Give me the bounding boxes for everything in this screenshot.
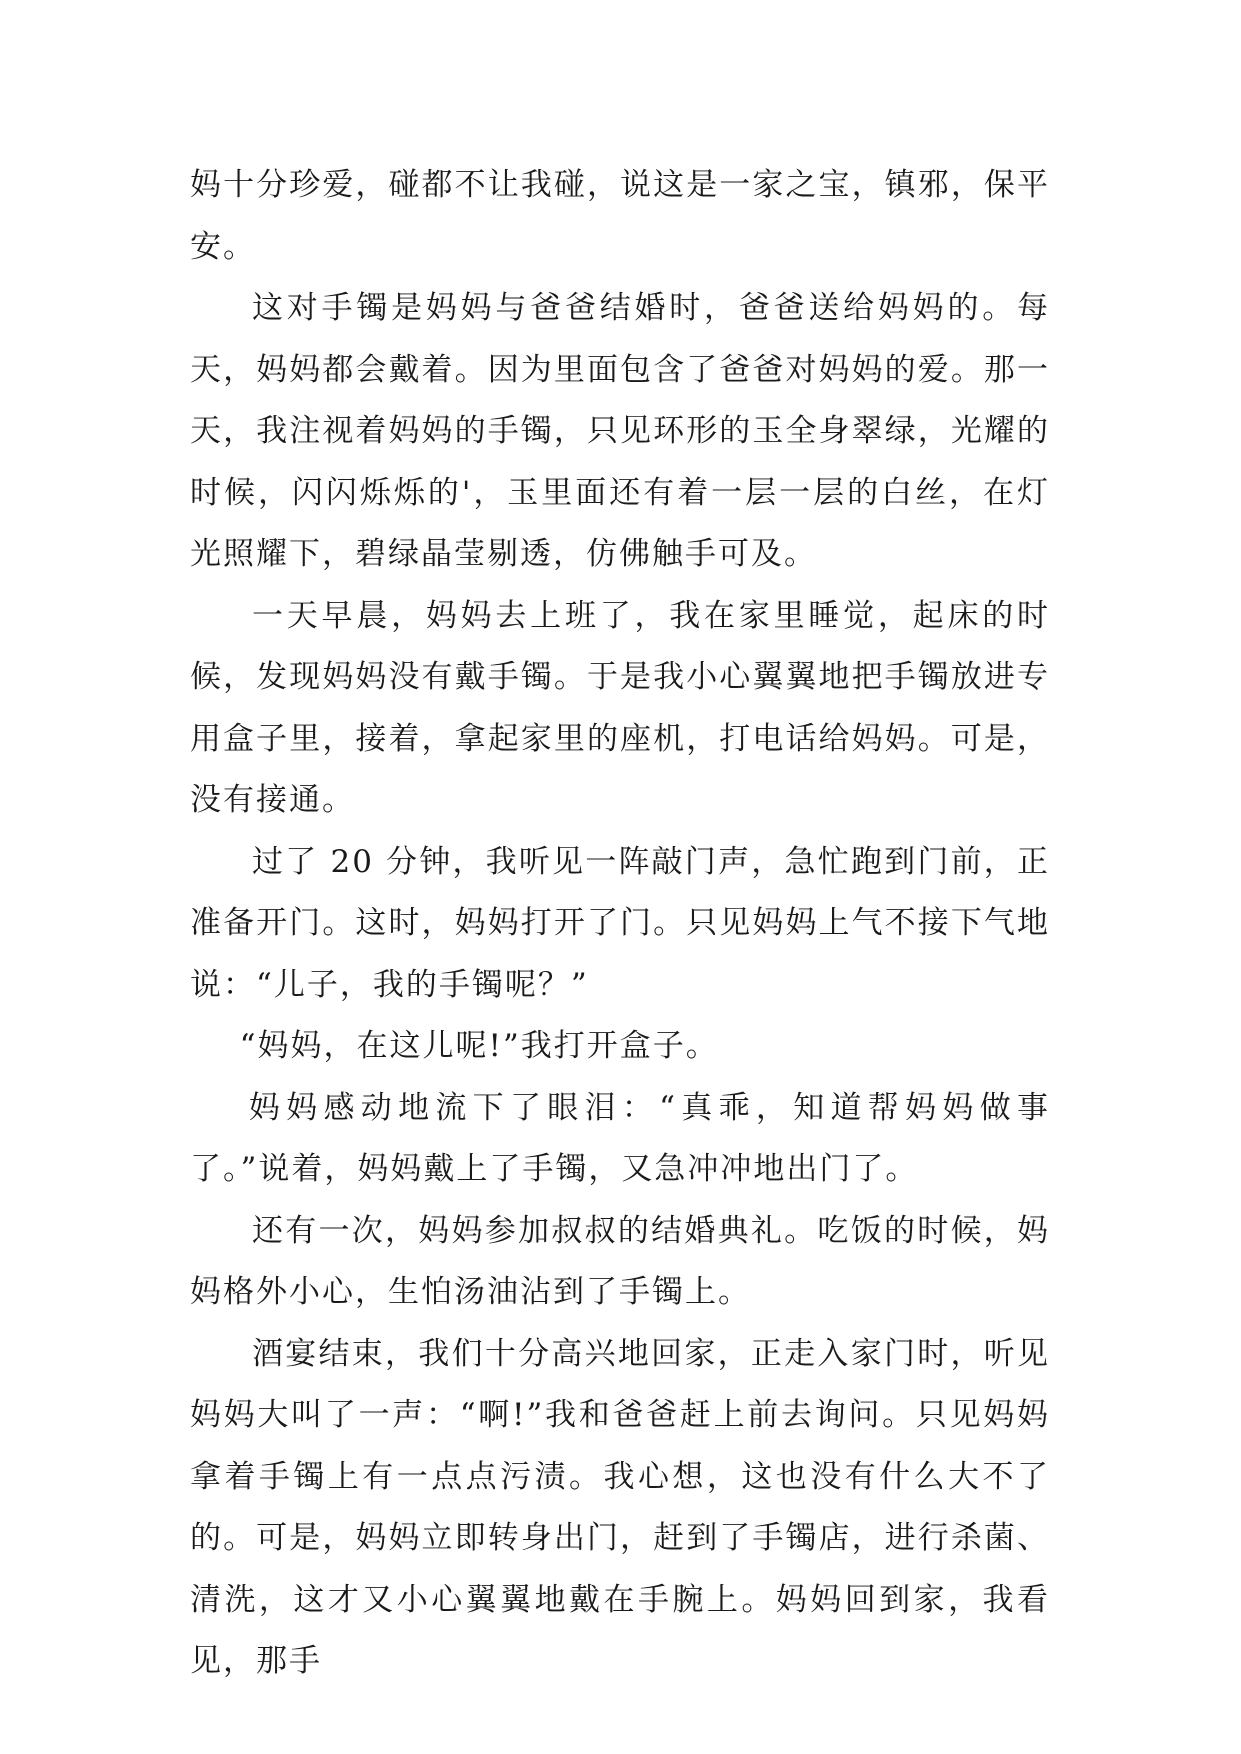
paragraph-dialogue: “妈妈，在这儿呢!”我打开盒子。	[239, 1028, 719, 1064]
document-body	[190, 155, 1050, 1693]
paragraph-banquet: 酒宴结束，我们十分高兴地回家，正走入家门时，听见妈妈大叫了一声：“啊!”我和爸爸赶上前去询问。只见妈妈拿着手镯上有一点点污渍。我心想，这也没有什么大不了的。可是，妈妈立即转身出门，赶到了手镯店，进行杀菌、清洗，这才又小心翼翼地戴在手腕上。妈妈回到家，我看见，那手	[190, 1335, 1050, 1679]
paragraph-continued: 妈十分珍爱，碰都不让我碰，说这是一家之宝，镇邪，保平安。	[190, 167, 1050, 265]
paragraph-knock: 过了 20 分钟，我听见一阵敲门声，急忙跑到门前，正准备开门。这时，妈妈打开了门。只见妈妈上气不接下气地说：“儿子，我的手镯呢？”	[190, 843, 1050, 1003]
paragraph-morning: 一天早晨，妈妈去上班了，我在家里睡觉，起床的时候，发现妈妈没有戴手镯。于是我小心翼翼地把手镯放进专用盒子里，接着，拿起家里的座机，打电话给妈妈。可是，没有接通。	[190, 597, 1050, 818]
paragraph-bracelet-description: 这对手镯是妈妈与爸爸结婚时，爸爸送给妈妈的。每天，妈妈都会戴着。因为里面包含了爸爸对妈妈的爱。那一天，我注视着妈妈的手镯，只见环形的玉全身翠绿，光耀的时候，闪闪烁烁的'，玉里面还有着一层一层的白丝，在灯光照耀下，碧绿晶莹剔透，仿佛触手可及。	[190, 290, 1050, 572]
paragraph-wedding: 还有一次，妈妈参加叔叔的结婚典礼。吃饭的时候，妈妈格外小心，生怕汤油沾到了手镯上。	[190, 1212, 1050, 1310]
paragraph-tears: 妈妈感动地流下了眼泪：“真乖，知道帮妈妈做事了。”说着，妈妈戴上了手镯，又急冲冲地出门了。	[190, 1089, 1050, 1187]
